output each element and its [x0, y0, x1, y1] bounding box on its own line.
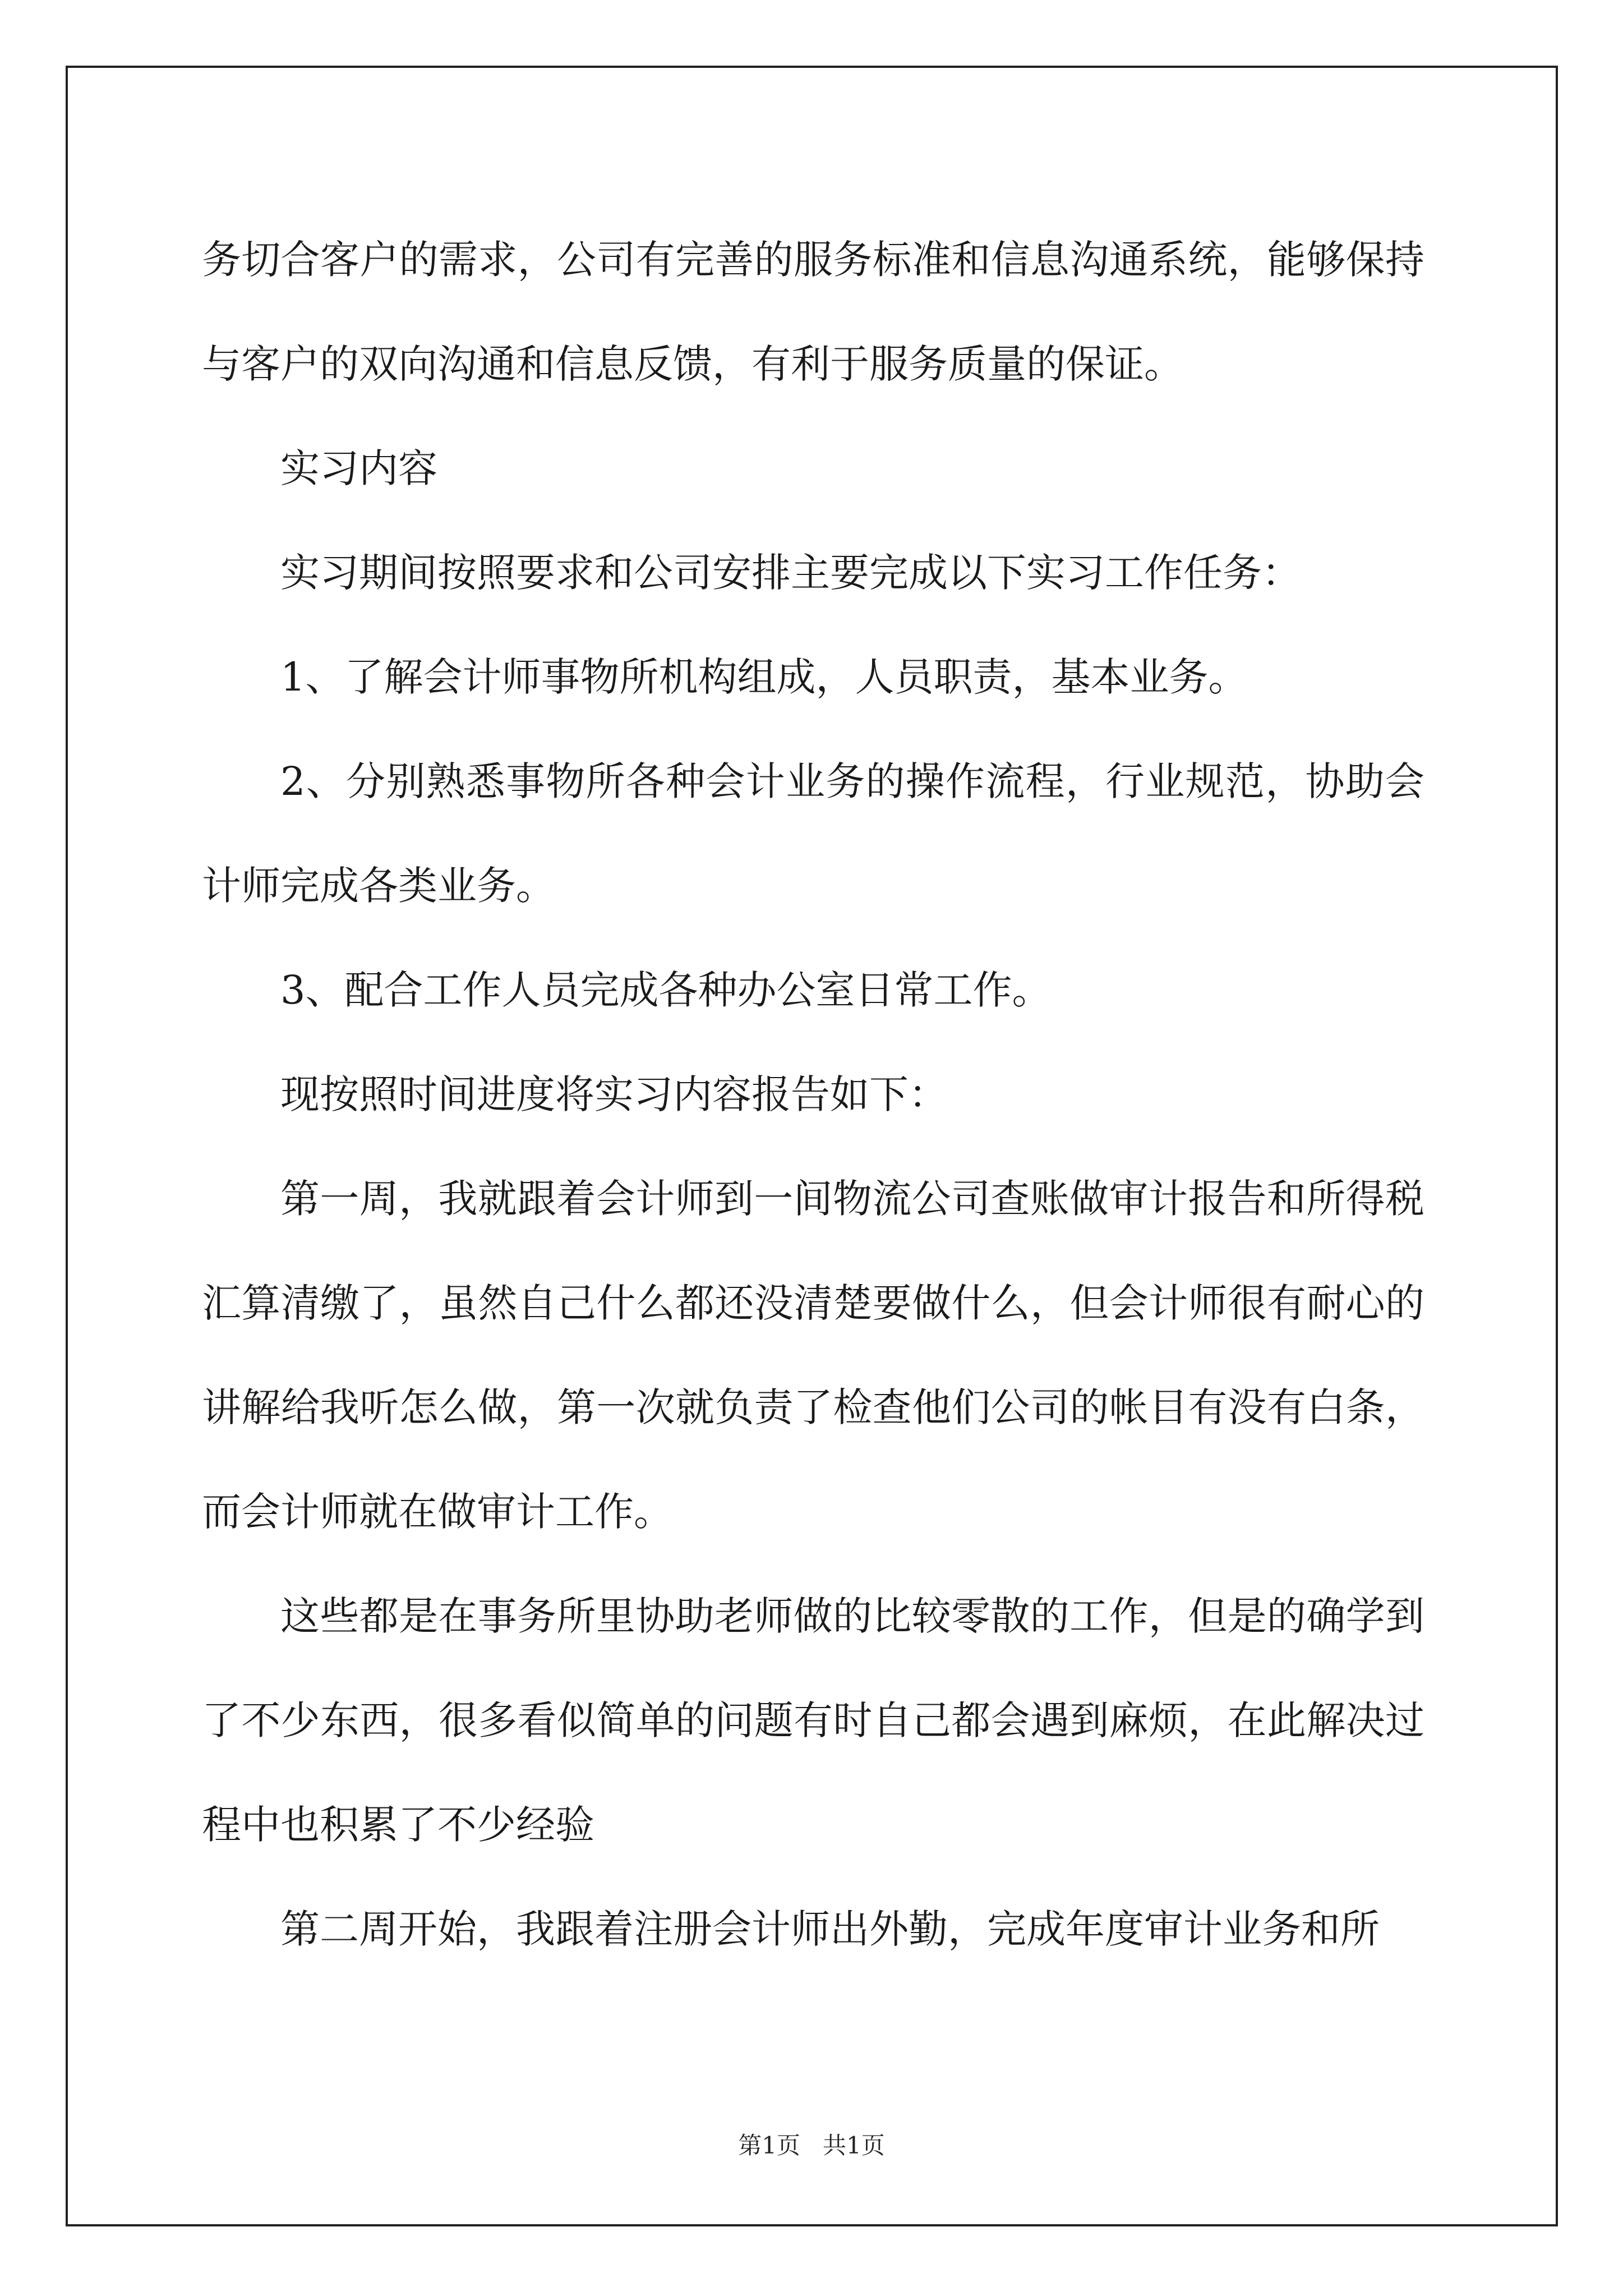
- paragraph-9: 这些都是在事务所里协助老师做的比较零散的工作，但是的确学到了不少东西，很多看似简单的问题有时自己都会遇到麻烦，在此解决过程中也积累了不少经验: [202, 1593, 1424, 1848]
- page-number-footer: 第1页 共1页: [738, 2132, 885, 2159]
- paragraph-7: 现按照时间进度将实习内容报告如下：: [280, 1071, 948, 1117]
- paragraph-3: 实习期间按照要求和公司安排主要完成以下实习工作任务：: [280, 550, 1301, 596]
- list-item-3: 3、配合工作人员完成各种办公室日常工作。: [280, 967, 1052, 1013]
- section-heading: 实习内容: [280, 445, 437, 491]
- document-body: [202, 208, 1424, 1981]
- list-item-1: 1、了解会计师事物所机构组成，人员职责，基本业务。: [280, 654, 1248, 700]
- paragraph-week-1: 第一周，我就跟着会计师到一间物流公司查账做审计报告和所得税汇算清缴了，虽然自己什么都还没清楚要做什么，但会计师很有耐心的讲解给我听怎么做，第一次就负责了检查他们公司的帐目有没有白条，而会计师就在做审计工作。: [202, 1176, 1424, 1535]
- list-item-2: 2、分别熟悉事物所各种会计业务的操作流程，行业规范，协助会计师完成各类业务。: [202, 758, 1424, 909]
- paragraph-week-2: 第二周开始，我跟着注册会计师出外勤，完成年度审计业务和所: [280, 1906, 1380, 1952]
- paragraph-1: 务切合客户的需求，公司有完善的服务标准和信息沟通系统，能够保持与客户的双向沟通和信息反馈，有利于服务质量的保证。: [202, 237, 1424, 387]
